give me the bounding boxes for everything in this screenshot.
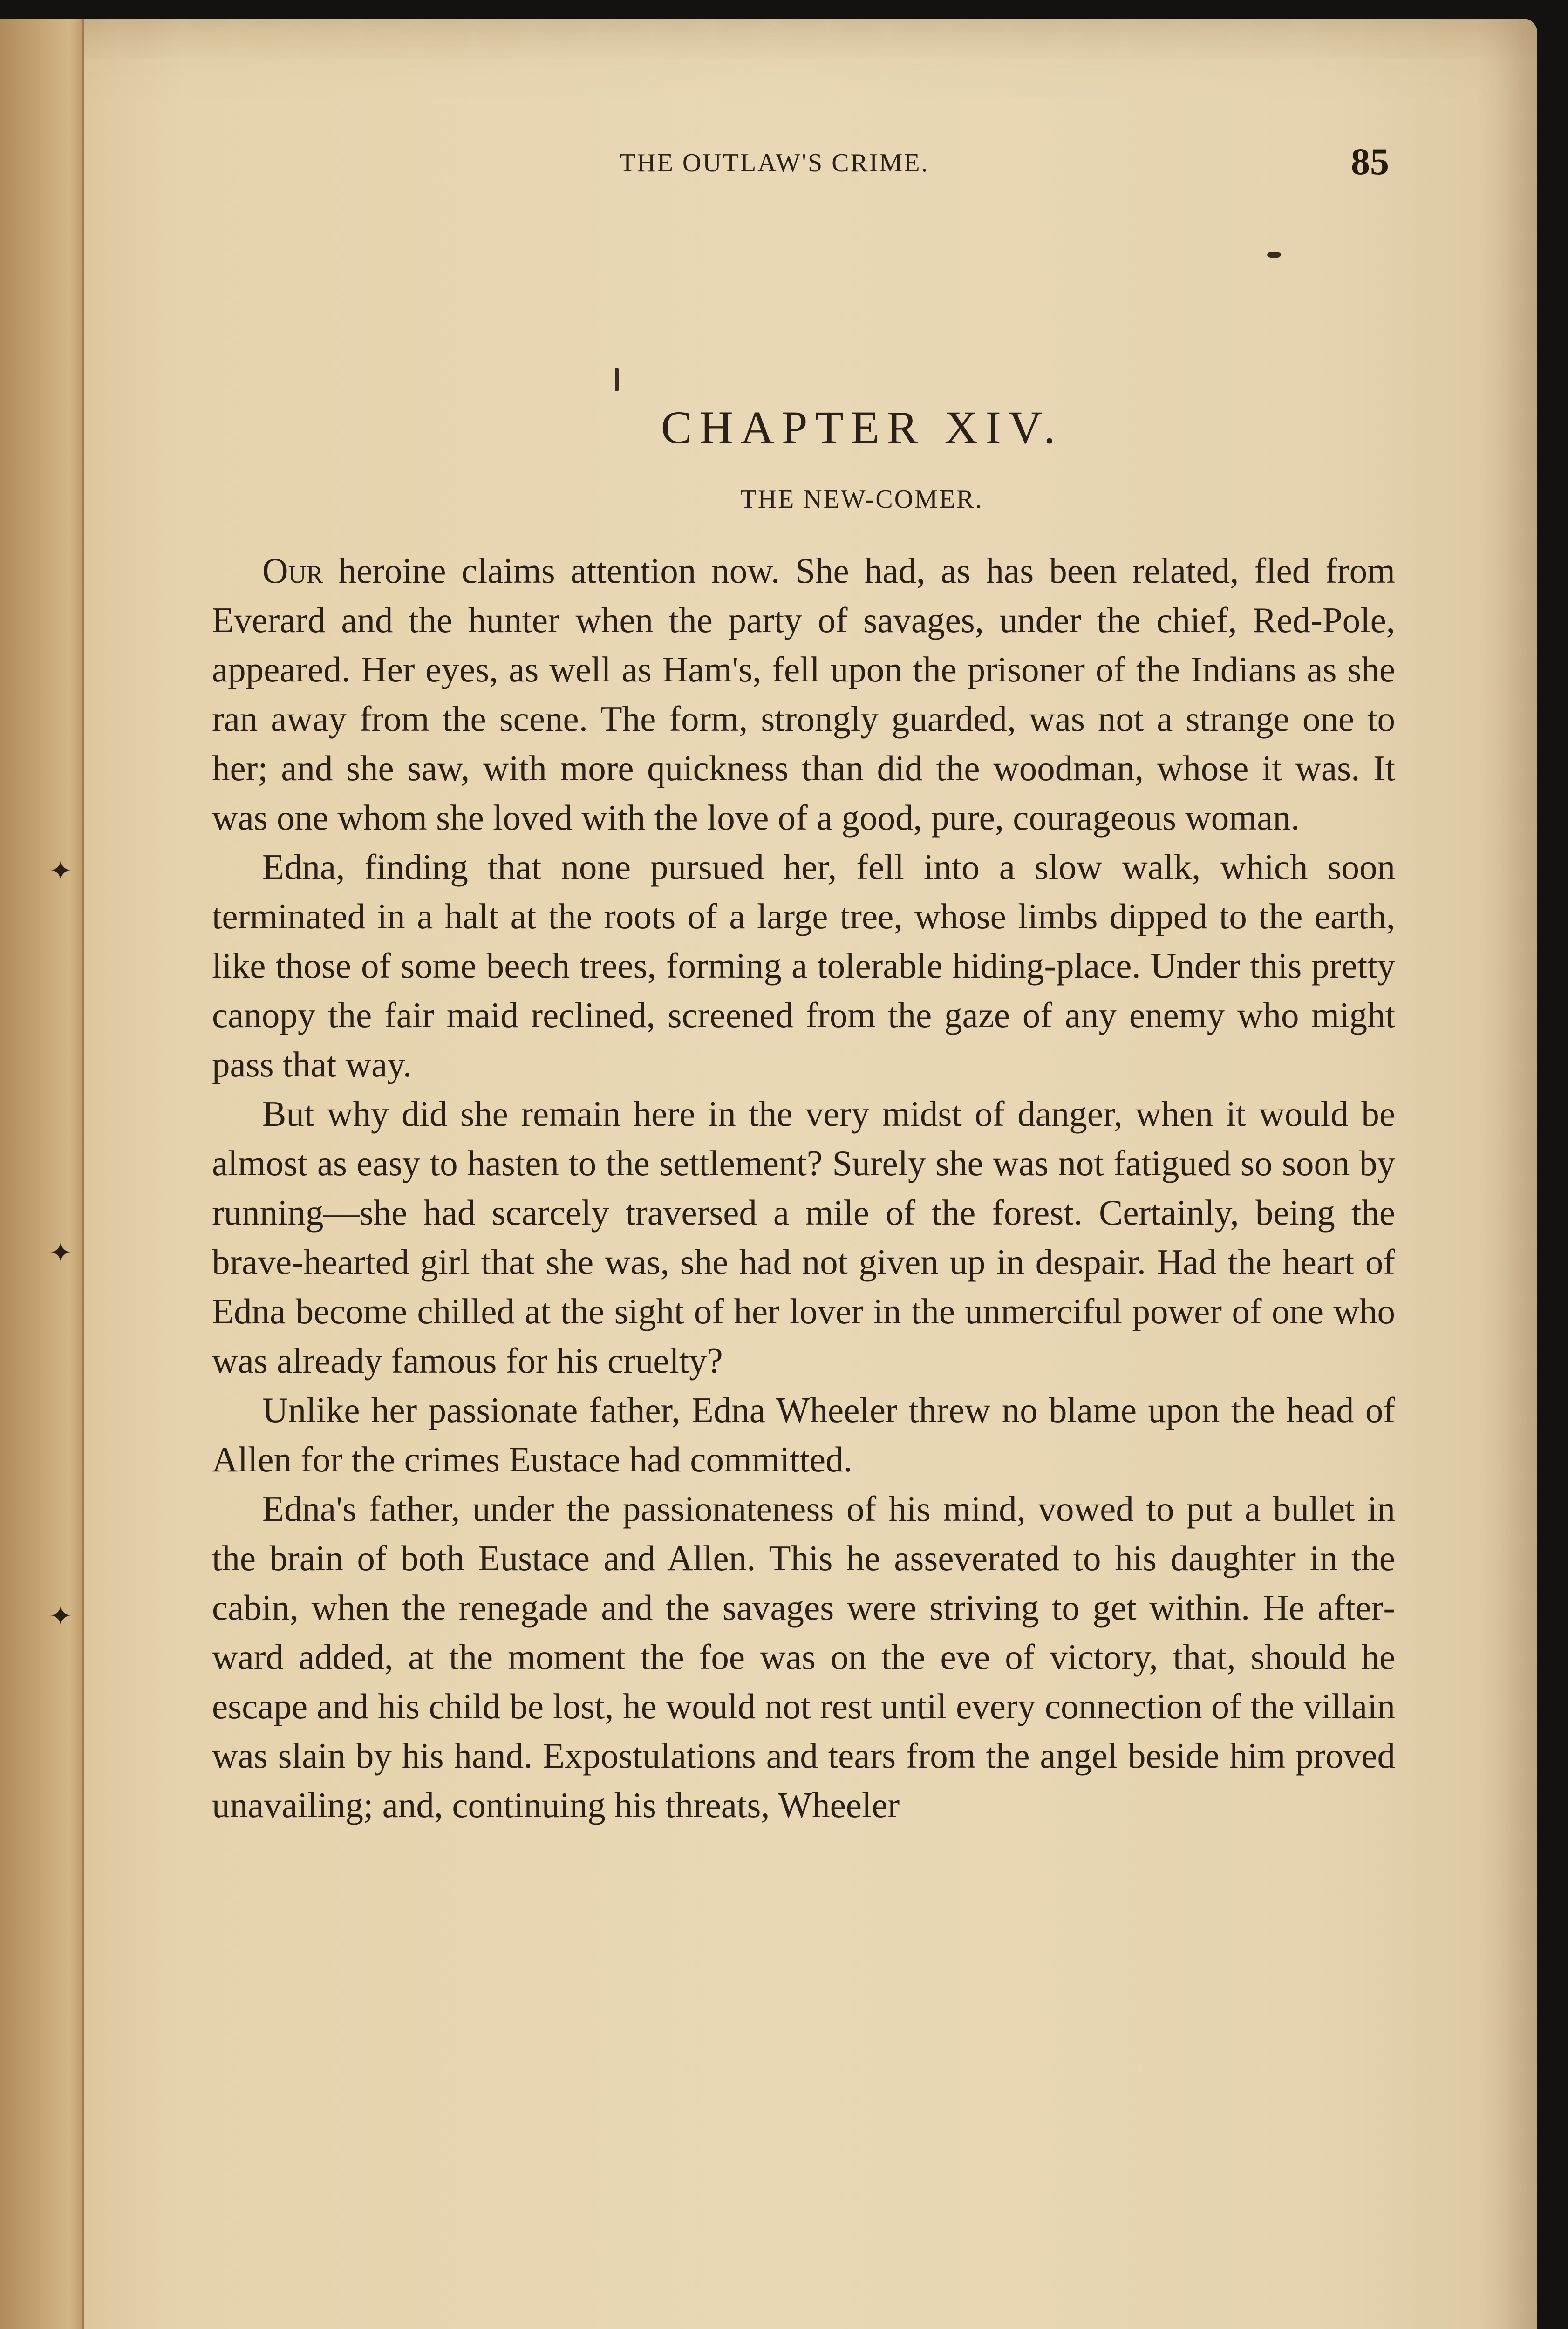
paragraph-text: But why did she remain here in the very midst of danger, when it would be almost as easy to hasten to the settlement? Surely she was not fatigued so soon by running—she had scarcely traversed a mile of the forest. Certainly, being the brave-hearted girl that she was, she had not given up in despair. Had the heart of Edna become chilled at the sight of her lover in the unmerciful power of one who was already famous for his cruelty? (212, 1094, 1395, 1381)
binding-stitch-icon: ✦ (49, 1600, 73, 1633)
paragraph-text: Edna, finding that none pursued her, fell into a slow walk, which soon terminated in a halt at the roots of a large tree, whose limbs dipped to the earth, like those of some beech trees, forming a tolerable hiding-place. Under this pretty canopy the fair maid reclined, screened from the gaze of any enemy who might pass that way. (212, 847, 1395, 1084)
paragraph (212, 842, 1395, 1089)
paragraph-text: Unlike her passionate father, Edna Wheeler threw no blame upon the head of Allen for the crimes Eustace had committed. (212, 1390, 1395, 1479)
running-header-title: THE OUTLAW'S CRIME. (620, 149, 929, 177)
paragraph (212, 546, 1395, 842)
chapter-body (212, 546, 1395, 1830)
paragraph-text: Edna's father, under the passionateness of his mind, vowed to put a bullet in the brain of both Eustace and Allen. This he asseverated to his daughter in the cabin, when the renegade and the savages were striving to get within. He afterward added, at the moment the foe was on the eve of victory, that, should he escape and his child be lost, he would not rest until every connection of the villain was slain by his hand. Expostulations and tears from the angel beside him proved unavailing; and, continuing his threats, Wheeler (212, 1489, 1395, 1825)
binding-stitch-icon: ✦ (49, 1237, 73, 1269)
ink-speck (615, 368, 619, 391)
paragraph (212, 1089, 1395, 1385)
book-spine-gutter (0, 19, 84, 2329)
binding-stitch-icon: ✦ (49, 855, 73, 887)
paragraph (212, 1385, 1395, 1484)
paragraph-lead-word: Our (262, 551, 323, 591)
chapter-title: CHAPTER XIV. (661, 402, 1063, 453)
paragraph (212, 1484, 1395, 1830)
page-number: 85 (1351, 140, 1389, 183)
chapter-subtitle: THE NEW-COMER. (740, 485, 983, 514)
paragraph-text: heroine claims attention now. She had, as has been related, fled from Everard and the hunter when the party of savages, under the chief, Red-Pole, appeared. Her eyes, as well as Ham's, fell upon the prisoner of the Indians as she ran away from the scene. The form, strongly guarded, was not a strange one to her; and she saw, with more quickness than did the woodman, whose it was. It was one whom she loved with the love of a good, pure, courageous woman. (212, 551, 1395, 838)
ink-speck (1267, 252, 1281, 258)
